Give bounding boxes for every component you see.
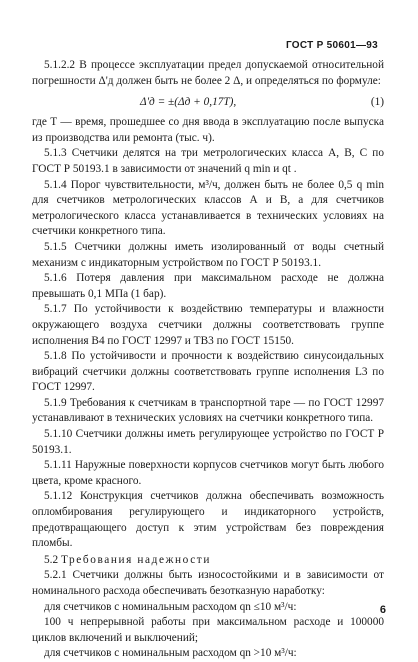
- paragraph-5-2-1: 5.2.1 Счетчики должны быть износостойкими и в зависимости от номинального расхода обеспечивать безотказную наработку:: [32, 569, 384, 597]
- paragraph-5-1-2-2: 5.1.2.2 В процессе эксплуатации предел допускаемой относительной погрешности Δ'д должен быть не более 2 Δ, и определяться по формуле:: [32, 59, 384, 87]
- paragraph-5-1-12: 5.1.12 Конструкция счетчиков должна обеспечивать возможность опломбирования регулирующего и индикаторного устройств, предотвращающего доступ к этим устройствам без повреждения пломбы.: [32, 490, 384, 550]
- section-title: Требования надежности: [60, 553, 211, 566]
- paragraph-5-1-9: 5.1.9 Требования к счетчикам в транспортной таре — по ГОСТ 12997 устанавливают в технических условиях на счетчики конкретного типа.: [32, 396, 384, 425]
- paragraph-5-1-11: 5.1.11 Наружные поверхности корпусов счетчиков могут быть любого цвета, кроме красного.: [32, 459, 384, 487]
- paragraph-5-1-4: 5.1.4 Порог чувствительности, м³/ч, должен быть не более 0,5 q min для счетчиков метрологических классов А и В, а для счетчиков метрологического класса устанавливается в технических условиях на счетчики конкретного типа.: [32, 178, 384, 238]
- formula-number: (1): [370, 96, 384, 109]
- document-body: [32, 58, 384, 662]
- section-number: 5.2: [44, 553, 59, 566]
- paragraph-formula-explanation: где T — время, прошедшее со дня ввода в эксплуатацию после выпуска из производства или ремонта (тыс. ч).: [32, 116, 384, 144]
- paragraph-5-1-5: 5.1.5 Счетчики должны иметь изолированный от воды счетный механизм с индикаторным устройством по ГОСТ Р 50193.1.: [32, 240, 384, 269]
- section-heading: [32, 553, 384, 569]
- paragraph-small-meters-requirement: 100 ч непрерывной работы при максимальном расходе и 100000 циклов включений и выключений;: [32, 616, 384, 644]
- formula-expression: Δ'д = ±(Δд + 0,17T),: [140, 96, 237, 109]
- document-header: ГОСТ Р 50601—93: [285, 40, 378, 51]
- page-number: 6: [379, 604, 386, 616]
- paragraph-5-1-7: 5.1.7 По устойчивости к воздействию температуры и влажности окружающего воздуха счетчики должны соответствовать группе исполнения В4 по ГОСТ 12997 и ТВ3 по ГОСТ 15150.: [32, 303, 384, 347]
- paragraph-5-1-10: 5.1.10 Счетчики должны иметь регулирующее устройство по ГОСТ Р 50193.1.: [32, 428, 384, 456]
- paragraph-5-1-6: 5.1.6 Потеря давления при максимальном расходе не должна превышать 0,1 МПа (1 бар).: [32, 272, 384, 300]
- paragraph-5-1-8: 5.1.8 По устойчивости и прочности к воздействию синусоидальных вибраций счетчики должны соответствовать группе исполнения L3 по ГОСТ 12997.: [32, 350, 384, 394]
- paragraph-large-meters: для счетчиков с номинальным расходом qn >10 м³/ч:: [44, 647, 297, 660]
- paragraph-small-meters: для счетчиков с номинальным расходом qn ≤10 м³/ч:: [44, 600, 297, 613]
- paragraph-5-1-3: 5.1.3 Счетчики делятся на три метрологических класса А, В, С по ГОСТ Р 50193.1 в зависимости от значений q min и qt .: [32, 147, 384, 175]
- formula-1: [32, 89, 384, 115]
